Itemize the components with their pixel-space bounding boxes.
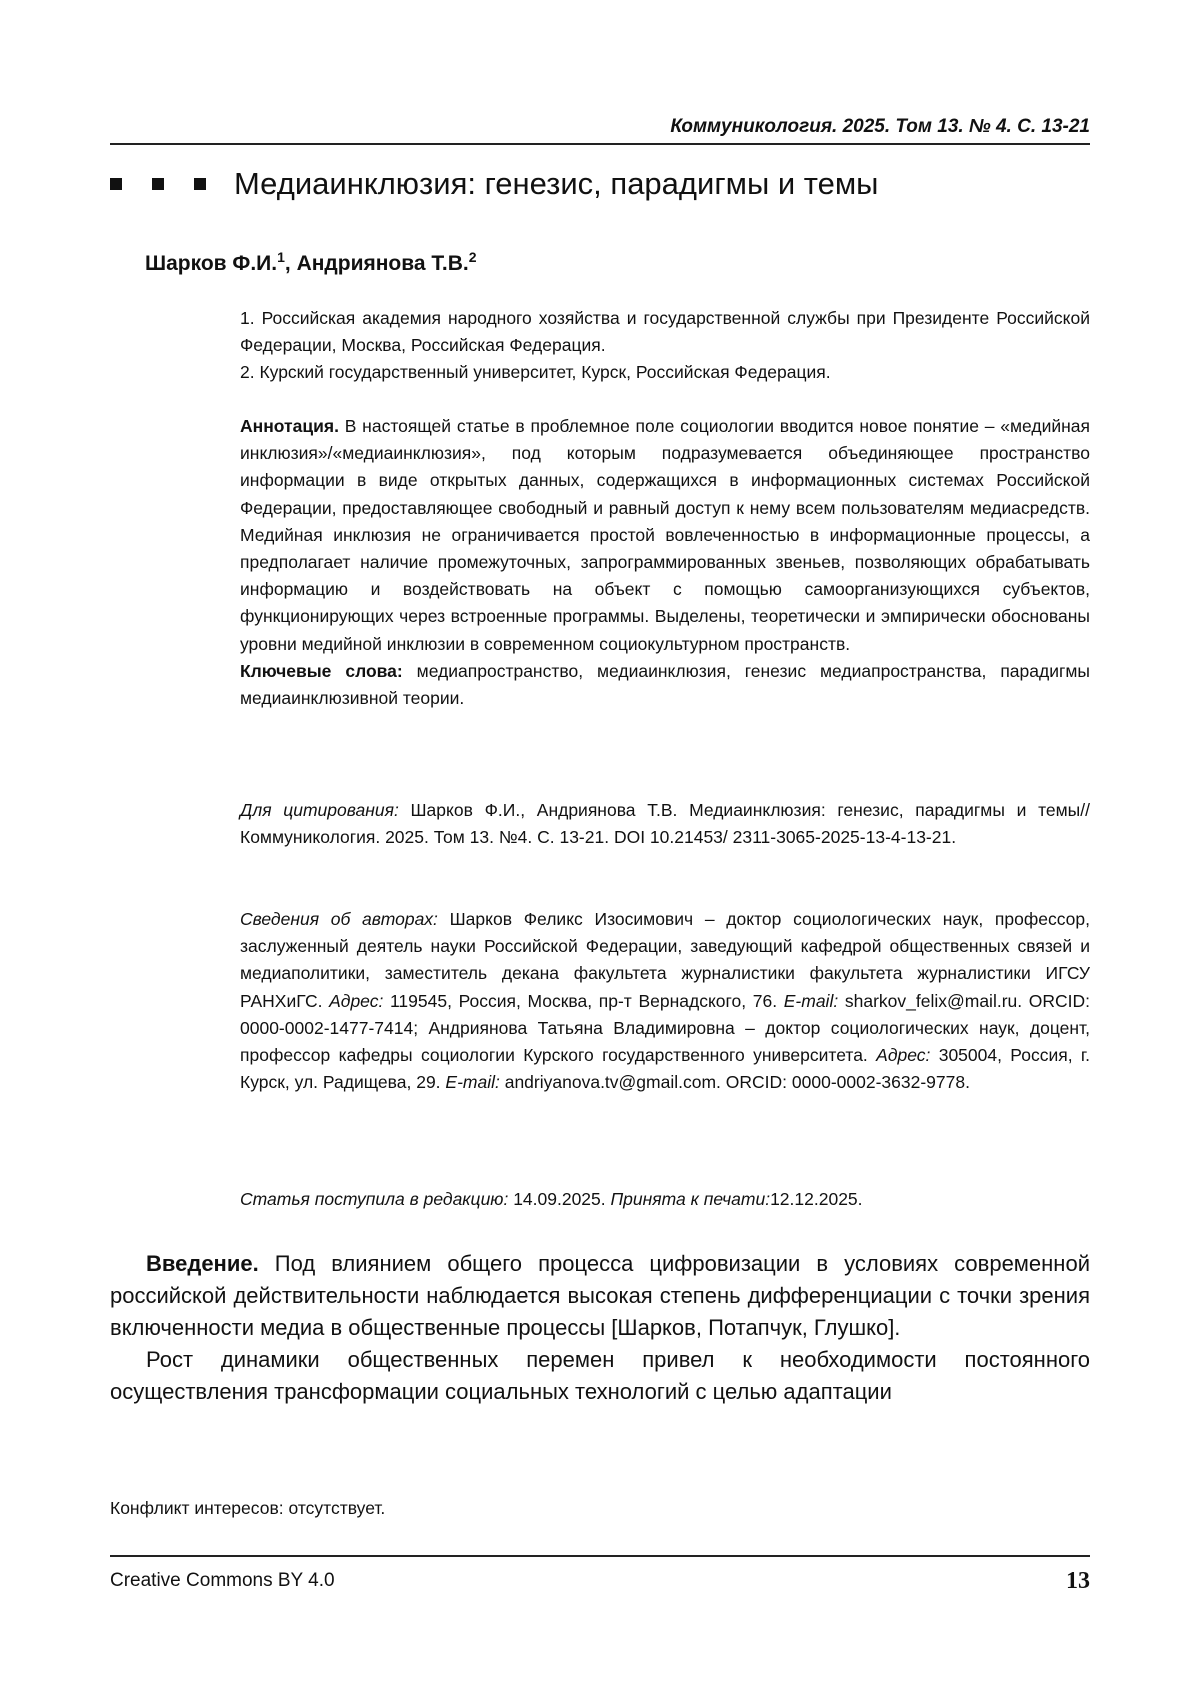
address-label-2: Адрес:: [876, 1045, 931, 1066]
footer-rule: [110, 1555, 1090, 1557]
keywords: [240, 658, 1090, 712]
address-2: 305004, Россия, г. Курск, ул. Радищева, 29.: [240, 1045, 1091, 1093]
author-1: Шарков Ф.И.: [145, 252, 278, 275]
received-label: Статья поступила в редакцию:: [240, 1189, 509, 1209]
title-row: [110, 166, 878, 202]
citation-label: Для цитирования:: [240, 800, 399, 820]
author-1-affiliation-mark: 1: [277, 249, 285, 265]
author-2: Андриянова Т.В.: [296, 252, 469, 275]
body-text: [110, 1248, 1090, 1408]
citation-block: [240, 797, 1090, 851]
intro-text: Под влиянием общего процесса цифровизации в условиях современной российской действительности наблюдается высокая степень дифференциации с точки зрения включенности медиа в общественные процессы [Шарков, Потапчук, Глушко].: [110, 1251, 1090, 1340]
second-paragraph: Рост динамики общественных перемен привел к необходимости постоянного осуществления трансформации социальных технологий с целью адаптации: [110, 1347, 1090, 1404]
citation-text: Шарков Ф.И., Андриянова Т.В. Медиаинклюзия: генезис, парадигмы и темы//Коммуникология. 2025. Том 13. №4. С. 13-21. DOI 10.21453/ 2311-3065-2025-13-4-13-21.: [240, 800, 1090, 848]
intro-label: Введение.: [146, 1251, 259, 1276]
abstract-text: В настоящей статье в проблемное поле социологии вводится новое понятие – «медийная инклюзия»/«медиаинклюзия», под которым подразумевается объединяющее пространство информации в виде открытых данных, содержащихся в информационных системах Российской Федерации, предоставляющее свободный и равный доступ к нему всем пользователям медиасредств. Медийная инклюзия не ограничивается простой вовлеченностью в информационные процессы, а предполагает наличие промежуточных, запрограммированных звеньев, позволяющих обрабатывать информацию и воздействовать на объект с помощью самоорганизующихся субъектов, функционирующих через встроенные программы. Выделены, теоретически и эмпирически обоснованы уровни медийной инклюзии в современном социокультурном пространств.: [240, 416, 1090, 654]
header-rule: [110, 143, 1090, 145]
abstract-block: [240, 413, 1090, 712]
author-separator: ,: [284, 252, 297, 275]
keywords-text: медиапространство, медиаинклюзия, генезис медиапространства, парадигмы медиаинклюзивной теории.: [240, 660, 1090, 709]
authors-info-label: Сведения об авторах:: [240, 909, 438, 929]
affiliation-2: 2. Курский государственный университет, Курск, Российская Федерация.: [240, 362, 831, 383]
author-2-affiliation-mark: 2: [468, 249, 477, 265]
affiliation-1: 1. Российская академия народного хозяйства и государственной службы при Президенте Российской Федерации, Москва, Российская Федерация.: [240, 308, 1090, 356]
authors-info-text-1: Шарков Феликс Изосимович – доктор социологических наук, профессор, заслуженный деятель науки Российской Федерации, заведующий кафедрой общественных связей и медиаполитики, заместитель декана факультета журналистики факультета журналистики ИГСУ РАНХиГС.: [240, 909, 1091, 1011]
page-number: 13: [1066, 1568, 1090, 1594]
received-date: 14.09.2025.: [508, 1189, 611, 1209]
license: Creative Commons BY 4.0: [110, 1570, 335, 1591]
authors-info: [240, 906, 1090, 1096]
email-1: sharkov_felix@mail.ru. ORCID: 0000-0002-1477-7414; Андриянова Татьяна Владимировна – доктор социологических наук, доцент, профессор кафедры социологии Курского государственного университета.: [240, 990, 1091, 1066]
abstract-label: Аннотация.: [240, 416, 339, 436]
intro-paragraph: [110, 1248, 1090, 1344]
abstract: [240, 413, 1090, 658]
address-1: 119545, Россия, Москва, пр-т Вернадского, 76.: [383, 990, 784, 1011]
author-line: [145, 249, 477, 276]
authors-info-block: [240, 906, 1090, 1096]
keywords-label: Ключевые слова:: [240, 660, 403, 681]
accepted-date: 12.12.2025.: [770, 1189, 863, 1209]
affiliations: [240, 305, 1090, 387]
square-bullet-icon: [194, 178, 206, 190]
email-label-1: E-mail:: [783, 990, 839, 1011]
email-label-2: E-mail:: [445, 1072, 500, 1093]
conflict-of-interest: Конфликт интересов: отсутствует.: [110, 1498, 386, 1518]
dates-block: [240, 1186, 1090, 1213]
citation: [240, 797, 1090, 851]
square-bullet-icon: [152, 178, 164, 190]
dates: [240, 1186, 1090, 1213]
accepted-label: Принята к печати:: [610, 1189, 771, 1209]
address-label-1: Адрес:: [329, 990, 384, 1011]
email-2: andriyanova.tv@gmail.com. ORCID: 0000-0002-3632-9778.: [499, 1072, 970, 1093]
square-bullet-icon: [110, 178, 122, 190]
running-head: Коммуникология. 2025. Том 13. № 4. С. 13-21: [670, 116, 1090, 137]
article-title: Медиаинклюзия: генезис, парадигмы и темы: [234, 166, 879, 201]
